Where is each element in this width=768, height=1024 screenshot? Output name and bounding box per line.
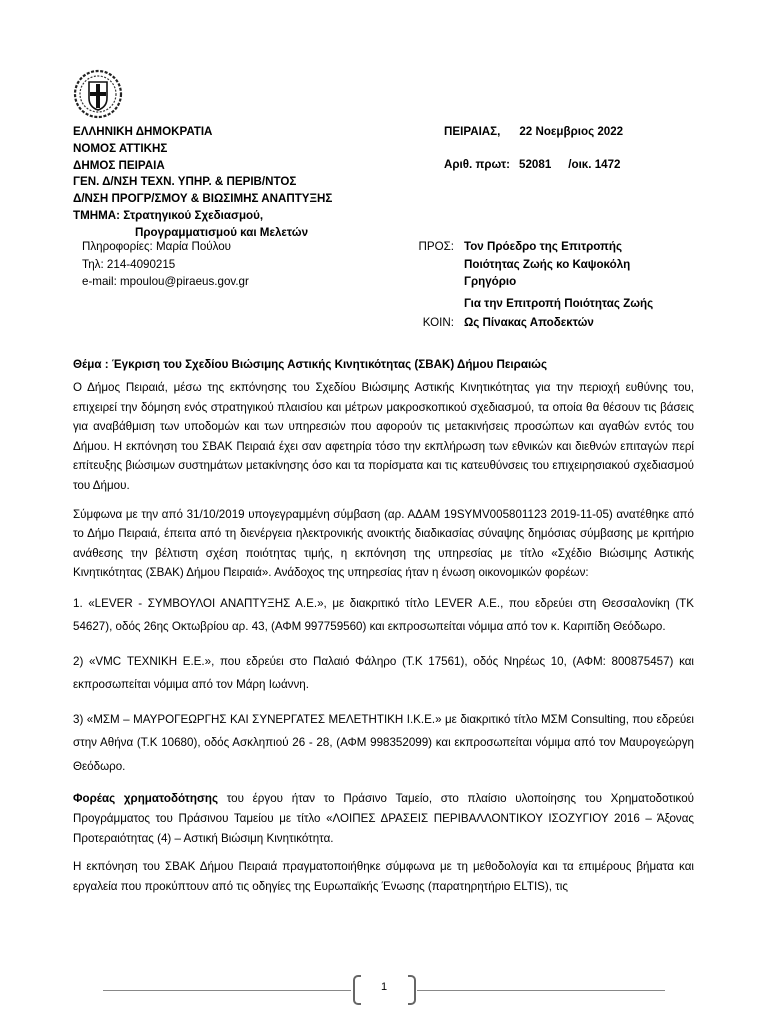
to-label: ΠΡΟΣ: (418, 240, 454, 253)
footer-divider (417, 990, 665, 991)
issuer-line: Δ/ΝΣΗ ΠΡΟΓΡ/ΣΜΟΥ & ΒΙΩΣΙΜΗΣ ΑΝΑΠΤΥΞΗΣ (73, 192, 333, 206)
protocol-label: Αριθ. πρωτ: (444, 158, 511, 171)
date: 22 Νοεμβριος 2022 (519, 125, 624, 138)
issuer-block (73, 124, 413, 242)
issuer-line: ΔΗΜΟΣ ΠΕΙΡΑΙΑ (73, 158, 165, 172)
paragraph: Ο Δήμος Πειραιά, μέσω της εκπόνησης του Σχεδίου Βιώσιμης Αστικής Κινητικότητας για την περιοχή ευθύνης του, επιχειρεί την δόμηση ενός στρατηγικού πλαισίου και μέτρων μακροσκοπικού σχεδιασμού, τα οποία θα θέσουν τις βάσεις για αναβάθμιση των υποδομών και των υπηρεσιών που αφορούν τις μετακινήσεις προσώπων και αγαθών εντός του Δήμου. Η εκπόνηση του ΣΒΑΚ Πειραιά έχει σαν αφετηρία τόσο την εκπλήρωση των εθνικών και διεθνών επιταγών περί επίτευξης βιώσιμων συστημάτων μετακίνησης όσο και τα πορίσματα και τις κατευθύνσεις του επιχειρησιακού σχεδιασμού του Δήμου. (73, 381, 694, 492)
page-footer (103, 975, 665, 1005)
greek-coat-of-arms-icon (73, 69, 123, 119)
issuer-line: ΕΛΛΗΝΙΚΗ ΔΗΜΟΚΡΑΤΙΑ (73, 125, 213, 138)
place-date (444, 124, 623, 141)
issuer-line: ΤΜΗΜΑ: Στρατηγικού Σχεδιασμού, (73, 208, 264, 222)
city: ΠΕΙΡΑΙΑΣ, (444, 125, 501, 138)
paragraph (73, 789, 694, 848)
cc-label: ΚΟΙΝ: (422, 316, 454, 330)
protocol-line (444, 157, 621, 174)
to-line: Ποιότητας Ζωής κο Καψοκόλη (464, 257, 631, 271)
right-bracket (408, 975, 416, 1005)
funding-label: Φορέας χρηματοδότησης (73, 792, 219, 806)
issuer-line: Προγραμματισμού και Μελετών (135, 225, 309, 239)
subject-line: Θέμα : Έγκριση του Σχεδίου Βιώσιμης Αστικής Κινητικότητας (ΣΒΑΚ) Δήμου Πειραιώς (73, 358, 548, 371)
page-number: 1 (380, 981, 388, 993)
funding-text: του έργου ήταν το Πράσινο Ταμείο, στο πλαίσιο υλοποίησης του Χρηματοδοτικού Προγράμματος του Πράσινου Ταμείου με τίτλο «ΛΟΙΠΕΣ ΔΡΑΣΕΙΣ ΠΕΡΙΒΑΛΛΟΝΤΙΚΟΥ ΙΣΟΖΥΓΙΟΥ 2016 – Άξονας Προτεραιότητας (4) – Αστική Βιώσιμη Κινητικότητα. (73, 792, 694, 845)
recipients-block (404, 238, 674, 332)
paragraph: 1. «LEVER - ΣΥΜΒΟΥΛΟΙ ΑΝΑΠΤΥΞΗΣ Α.Ε.», με διακριτικό τίτλο LEVER Α.Ε., που εδρεύει στη Θεσσαλονίκη (ΤΚ 54627), οδός 26ης Οκτωβρίου αρ. 43, (ΑΦΜ 997759560) και εκπροσωπείται νόμιμα από τον κ. Καριπίδη Θεόδωρο. (73, 596, 694, 634)
to-line: Γρηγόριο (464, 275, 517, 289)
issuer-line: ΝΟΜΟΣ ΑΤΤΙΚΗΣ (73, 141, 168, 155)
paragraph: Η εκπόνηση του ΣΒΑΚ Δήμου Πειραιά πραγματοποιήθηκε σύμφωνα με τη μεθοδολογία και τα επιμέρους βήματα και εργαλεία που προκύπτουν από τις οδηγίες της Ευρωπαϊκής Ένωσης (παρατηρητήριο ELTIS), τις (73, 860, 694, 893)
letter-body (73, 378, 694, 905)
footer-divider (103, 990, 351, 991)
paragraph: 3) «ΜΣΜ – ΜΑΥΡΟΓΕΩΡΓΗΣ ΚΑΙ ΣΥΝΕΡΓΑΤΕΣ ΜΕΛΕΤΗΤΙΚΗ Ι.Κ.Ε.» με διακριτικό τίτλο ΜΣΜ Consulting, που εδρεύει στην Αθήνα (Τ.Κ 10680), οδός Ασκληπιού 26 - 28, (ΑΦΜ 998352099) και εκπροσωπείται νόμιμα από τον Μαυρογεώργη Θεόδωρο. (73, 712, 694, 773)
protocol-oik: /οικ. 1472 (568, 158, 621, 171)
protocol-number: 52081 (519, 158, 552, 171)
issuer-line: ΓΕΝ. Δ/ΝΣΗ ΤΕΧΝ. ΥΠΗΡ. & ΠΕΡΙΒ/ΝΤΟΣ (73, 175, 297, 189)
paragraph: Σύμφωνα με την από 31/10/2019 υπογεγραμμένη σύμβαση (αρ. ΑΔΑΜ 19SYMV005801123 2019-11-05) ανατέθηκε από το Δήμο Πειραιά, έπειτα από τη διενέργεια ηλεκτρονικής ανοικτής διαδικασίας σύναψης δημόσιας σύμβασης με κριτήριο ανάθεσης την βέλτιστη σχέση ποιότητας τιμής, η εκπόνηση της υπηρεσίας με τίτλο «Σχέδιο Βιώσιμης Αστικής Κινητικότητας (ΣΒΑΚ) Δήμου Πειραιά». Ανάδοχος της υπηρεσίας ήταν η ένωση οικονομικών φορέων: (73, 507, 694, 580)
to-line: Τον Πρόεδρο της Επιτροπής (464, 240, 623, 253)
to-extra: Για την Επιτροπή Ποιότητας Ζωής (464, 296, 654, 310)
cc-value: Ως Πίνακας Αποδεκτών (464, 316, 594, 330)
contact-block (82, 238, 249, 291)
contact-email: e-mail: mpoulou@piraeus.gov.gr (82, 275, 249, 289)
paragraph: 2) «VMC ΤΕΧΝΙΚΗ Ε.Ε.», που εδρεύει στο Παλαιό Φάληρο (Τ.Κ 17561), οδός Νηρέως 10, (ΑΦΜ: 800875457) και εκπροσωπείται νόμιμα από τον Μάρη Ιωάννη. (73, 654, 694, 692)
left-bracket (353, 975, 361, 1005)
contact-info: Πληροφορίες: Μαρία Πούλου (82, 240, 232, 253)
contact-phone: Τηλ: 214-4090215 (82, 257, 176, 271)
